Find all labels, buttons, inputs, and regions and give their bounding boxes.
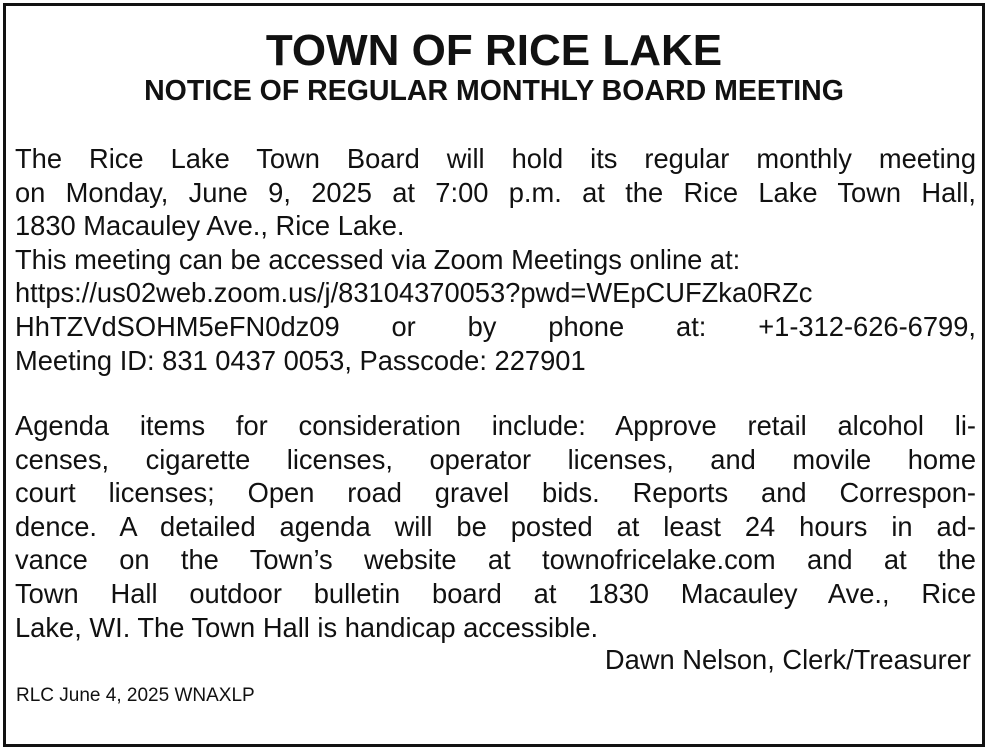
legal-notice — [3, 3, 985, 747]
agenda-paragraph — [15, 409, 976, 644]
paragraph-line: on Monday, June 9, 2025 at 7:00 p.m. at the Rice Lake Town Hall, — [15, 176, 976, 208]
paragraph-line: This meeting can be accessed via Zoom Meetings online at: — [15, 243, 741, 275]
paragraph-line: Agenda items for consideration include: Approve retail alcohol li- — [15, 410, 976, 441]
paragraph-line: Lake, WI. The Town Hall is handicap accessible. — [15, 611, 599, 643]
notice-subtitle: NOTICE OF REGULAR MONTHLY BOARD MEETING — [144, 75, 844, 107]
clerk-signature: Dawn Nelson, Clerk/Treasurer — [604, 644, 971, 675]
notice-title: TOWN OF RICE LAKE — [265, 26, 723, 75]
publication-footer: RLC June 4, 2025 WNAXLP — [16, 685, 255, 706]
meeting-id-line: Meeting ID: 831 0437 0053, Passcode: 227901 — [15, 344, 586, 376]
paragraph-line: HhTZVdSOHM5eFN0dz09 or by phone at: +1-312-626-6799, — [15, 310, 976, 342]
paragraph-line: Town Hall outdoor bulletin board at 1830 Macauley Ave., Rice — [15, 577, 976, 609]
meeting-details-paragraph — [15, 142, 976, 377]
zoom-link-line: https://us02web.zoom.us/j/83104370053?pwd=WEpCUFZka0RZc — [15, 277, 813, 309]
paragraph-line: court licenses; Open road gravel bids. Reports and Correspon- — [15, 477, 976, 509]
paragraph-line: 1830 Macauley Ave., Rice Lake. — [15, 210, 405, 242]
paragraph-line: vance on the Town’s website at townofricelake.com and at the — [15, 544, 976, 576]
paragraph-line: The Rice Lake Town Board will hold its regular monthly meeting — [15, 143, 976, 174]
paragraph-line: dence. A detailed agenda will be posted at least 24 hours in ad- — [15, 510, 976, 542]
paragraph-line: censes, cigarette licenses, operator licenses, and movile home — [15, 443, 976, 475]
